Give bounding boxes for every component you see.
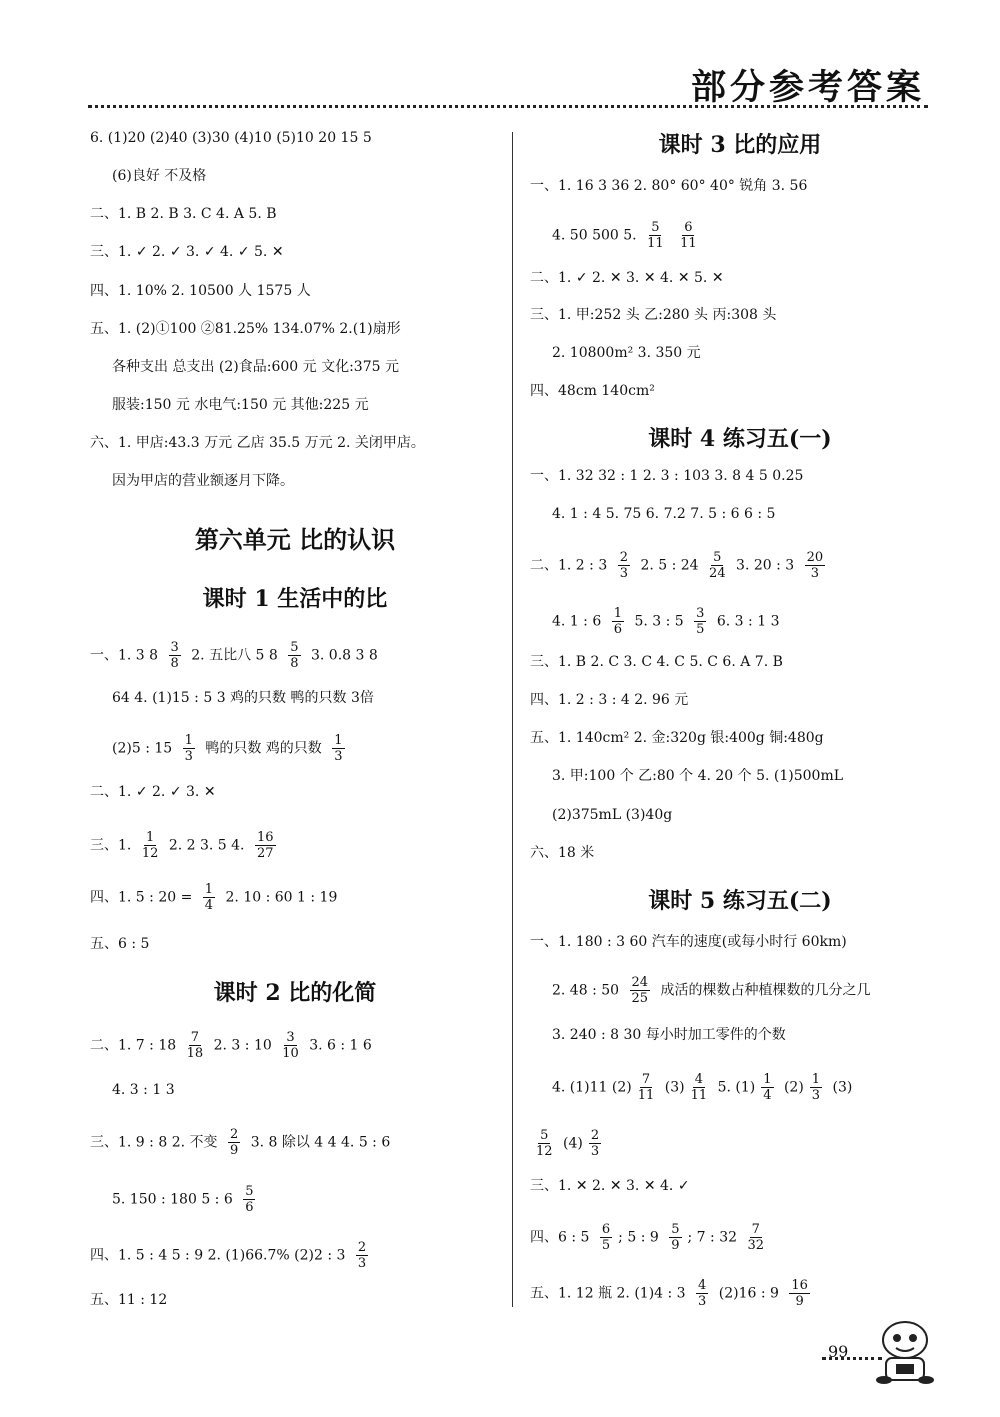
check-mark: ✓ [169,244,182,260]
answer-line: $\frac{5}{12}$ (4) $\frac{2}{3}$ [536,1128,600,1159]
answer-line: 三、1. B 2. C 3. C 4. C 5. C 6. A 7. B [530,654,783,670]
answer-line: 三、1. 甲:252 头 乙:280 头 丙:308 头 [530,307,777,323]
page-header-title: 部分参考答案 [690,67,925,108]
answer-line: 2. 10800m² 3. 350 元 [552,345,701,361]
answer-line: (2)375mL (3)40g [552,807,673,823]
check-mark: ✓ [677,1178,690,1194]
fraction: $\frac{6}{5}$ [601,1222,611,1253]
answer-line: 4. (1)11 (2) $\frac{7}{11}$ (3) $\frac{4}{11}$ 5. (1) $\frac{1}{4}$ (2) $\frac{1}{3}$ (3) [552,1072,853,1103]
answer-line: 五、1. 12 瓶 2. (1)4 : 3 $\frac{4}{3}$ (2)16 : 9 $\frac{16}{9}$ [530,1278,808,1309]
cross-mark: ✕ [271,244,284,260]
answer-line: 四、48cm 140cm² [530,383,655,399]
fraction: $\frac{16}{9}$ [791,1278,808,1309]
answer-line: 2. 48 : 50 $\frac{24}{25}$ 成活的棵数占种植棵数的几分之几 [552,975,871,1006]
answer-line: 一、1. 3 8 $\frac{3}{8}$ 2. 五比八 5 8 $\frac{5}{8}$ 3. 0.8 3 8 [90,640,378,671]
answer-line: 三、1. $\frac{1}{12}$ 2. 2 3. 5 4. $\frac{16}{27}$ [90,830,274,861]
answer-line: 六、18 米 [530,845,595,861]
check-mark: ✓ [169,784,182,800]
fraction: $\frac{5}{8}$ [290,640,299,671]
cross-mark: ✕ [677,270,690,286]
fraction: $\frac{20}{3}$ [806,550,824,581]
answer-line: 一、1. 180 : 3 60 汽车的速度(或每小时行 60km) [530,934,847,950]
fraction: $\frac{24}{25}$ [631,975,649,1006]
fraction: $\frac{2}{9}$ [229,1127,239,1158]
answer-line: 各种支出 总支出 (2)食品:600 元 文化:375 元 [112,359,399,375]
answer-line: 五、11 : 12 [90,1292,168,1308]
fraction: $\frac{3}{5}$ [696,606,705,637]
fraction: $\frac{1}{4}$ [763,1072,772,1103]
fraction: $\frac{5}{11}$ [647,220,664,251]
lesson-title: 课时 1 生活中的比 [202,586,388,612]
answer-line: 6. (1)20 (2)40 (3)30 (4)10 (5)10 20 15 5 [90,130,372,146]
fraction: $\frac{5}{12}$ [536,1128,553,1159]
unit-title: 第六单元 比的认识 [194,525,396,554]
cartoon-mascot-icon [870,1318,940,1386]
fraction: $\frac{1}{3}$ [334,733,343,764]
fraction: $\frac{2}{3}$ [357,1240,367,1271]
lesson-title: 课时 4 练习五(一) [648,426,832,452]
fraction: $\frac{7}{32}$ [747,1222,765,1253]
cross-mark: ✕ [609,1178,622,1194]
fraction: $\frac{5}{24}$ [709,550,726,581]
answer-line: 三、1. ✕ 2. ✕ 3. ✕ 4. ✓ [530,1178,690,1194]
lesson-title: 课时 2 比的化简 [213,980,377,1006]
answer-line: 一、1. 16 3 36 2. 80° 60° 40° 锐角 3. 56 [530,178,808,194]
answer-line: 5. 150 : 180 5 : 6 $\frac{5}{6}$ [112,1184,254,1215]
fraction: $\frac{1}{3}$ [184,733,193,764]
answer-line: 因为甲店的营业额逐月下降。 [112,473,294,489]
check-mark: ✓ [237,244,250,260]
answer-line: 四、6 : 5 $\frac{6}{5}$ ; 5 : 9 $\frac{5}{9}$ ; 7 : 32 $\frac{7}{32}$ [530,1222,765,1253]
answer-line: 二、1. ✓ 2. ✓ 3. ✕ [90,784,216,800]
fraction: $\frac{1}{4}$ [204,882,214,913]
cross-mark: ✕ [711,270,724,286]
answer-line: 四、1. 5 : 4 5 : 9 2. (1)66.7% (2)2 : 3 $\frac{2}{3}$ [90,1240,367,1271]
answer-line: 二、1. B 2. B 3. C 4. A 5. B [90,206,277,222]
answer-line: 64 4. (1)15 : 5 3 鸡的只数 鸭的只数 3倍 [112,690,374,706]
answer-line: 4. 1 : 4 5. 75 6. 7.2 7. 5 : 6 6 : 5 [552,506,776,522]
answer-line: 二、1. 2 : 3 $\frac{2}{3}$ 2. 5 : 24 $\frac{5}{24}$ 3. 20 : 3 $\frac{20}{3}$ [530,550,824,581]
cross-mark: ✕ [609,270,622,286]
page-number: 99 [828,1342,849,1361]
check-mark: ✓ [575,270,588,286]
fraction: $\frac{1}{3}$ [811,1072,821,1103]
fraction: $\frac{2}{3}$ [619,550,628,581]
answer-line: 三、1. 9 : 8 2. 不变 $\frac{2}{9}$ 3. 8 除以 4 4 4. 5 : 6 [90,1127,391,1158]
fraction: $\frac{3}{8}$ [170,640,179,671]
fraction: $\frac{2}{3}$ [590,1128,600,1159]
fraction: $\frac{4}{11}$ [690,1072,708,1103]
fraction: $\frac{7}{11}$ [637,1072,655,1103]
fraction: $\frac{6}{11}$ [680,220,697,251]
answer-line: 3. 240 : 8 30 每小时加工零件的个数 [552,1027,786,1043]
answer-line: 服装:150 元 水电气:150 元 其他:225 元 [112,397,369,413]
lesson-title: 课时 5 练习五(二) [648,888,832,914]
check-mark: ✓ [203,244,216,260]
answer-line: 二、1. 7 : 18 $\frac{7}{18}$ 2. 3 : 10 $\frac{3}{10}$ 3. 6 : 1 6 [90,1030,372,1061]
answer-line: (2)5 : 15 $\frac{1}{3}$ 鸭的只数 鸡的只数 $\frac{1}{3}$ [112,733,343,764]
fraction: $\frac{4}{3}$ [698,1278,707,1309]
fraction: $\frac{1}{12}$ [141,830,159,861]
answer-line: 4. 50 500 5. $\frac{5}{11}$ $\frac{6}{11}$ [552,220,697,251]
lesson-title: 课时 3 比的应用 [658,132,822,158]
answer-line: 三、1. ✓ 2. ✓ 3. ✓ 4. ✓ 5. ✕ [90,244,284,260]
answer-line: 四、1. 10% 2. 10500 人 1575 人 [90,283,311,299]
answer-line: 3. 甲:100 个 乙:80 个 4. 20 个 5. (1)500mL [552,768,844,784]
answer-line: (6)良好 不及格 [112,168,207,184]
check-mark: ✓ [135,784,148,800]
fraction: $\frac{16}{27}$ [256,830,274,861]
fraction: $\frac{5}{6}$ [245,1184,254,1215]
header-dotted-rule [88,105,928,108]
cross-mark: ✕ [203,784,216,800]
answer-line: 四、1. 5 : 20 = $\frac{1}{4}$ 2. 10 : 60 1 : 19 [90,882,338,913]
fraction: $\frac{1}{6}$ [613,606,622,637]
answer-line: 4. 1 : 6 $\frac{1}{6}$ 5. 3 : 5 $\frac{3}{5}$ 6. 3 : 1 3 [552,606,780,637]
cross-mark: ✕ [643,1178,656,1194]
answer-line: 二、1. ✓ 2. ✕ 3. ✕ 4. ✕ 5. ✕ [530,270,724,286]
column-divider [512,132,513,1307]
answer-line: 六、1. 甲店:43.3 万元 乙店 35.5 万元 2. 关闭甲店。 [90,435,425,451]
fraction: $\frac{3}{10}$ [282,1030,299,1061]
cross-mark: ✕ [643,270,656,286]
fraction: $\frac{7}{18}$ [186,1030,204,1061]
answer-line: 五、1. 140cm² 2. 金:320g 银:400g 铜:480g [530,730,824,746]
fraction: $\frac{5}{9}$ [671,1222,680,1253]
check-mark: ✓ [135,244,148,260]
answer-line: 四、1. 2 : 3 : 4 2. 96 元 [530,692,689,708]
answer-line: 一、1. 32 32 : 1 2. 3 : 103 3. 8 4 5 0.25 [530,468,804,484]
answer-line: 4. 3 : 1 3 [112,1082,175,1098]
cross-mark: ✕ [575,1178,588,1194]
answer-line: 五、6 : 5 [90,936,150,952]
answer-line: 五、1. (2)①100 ②81.25% 134.07% 2.(1)扇形 [90,321,401,337]
